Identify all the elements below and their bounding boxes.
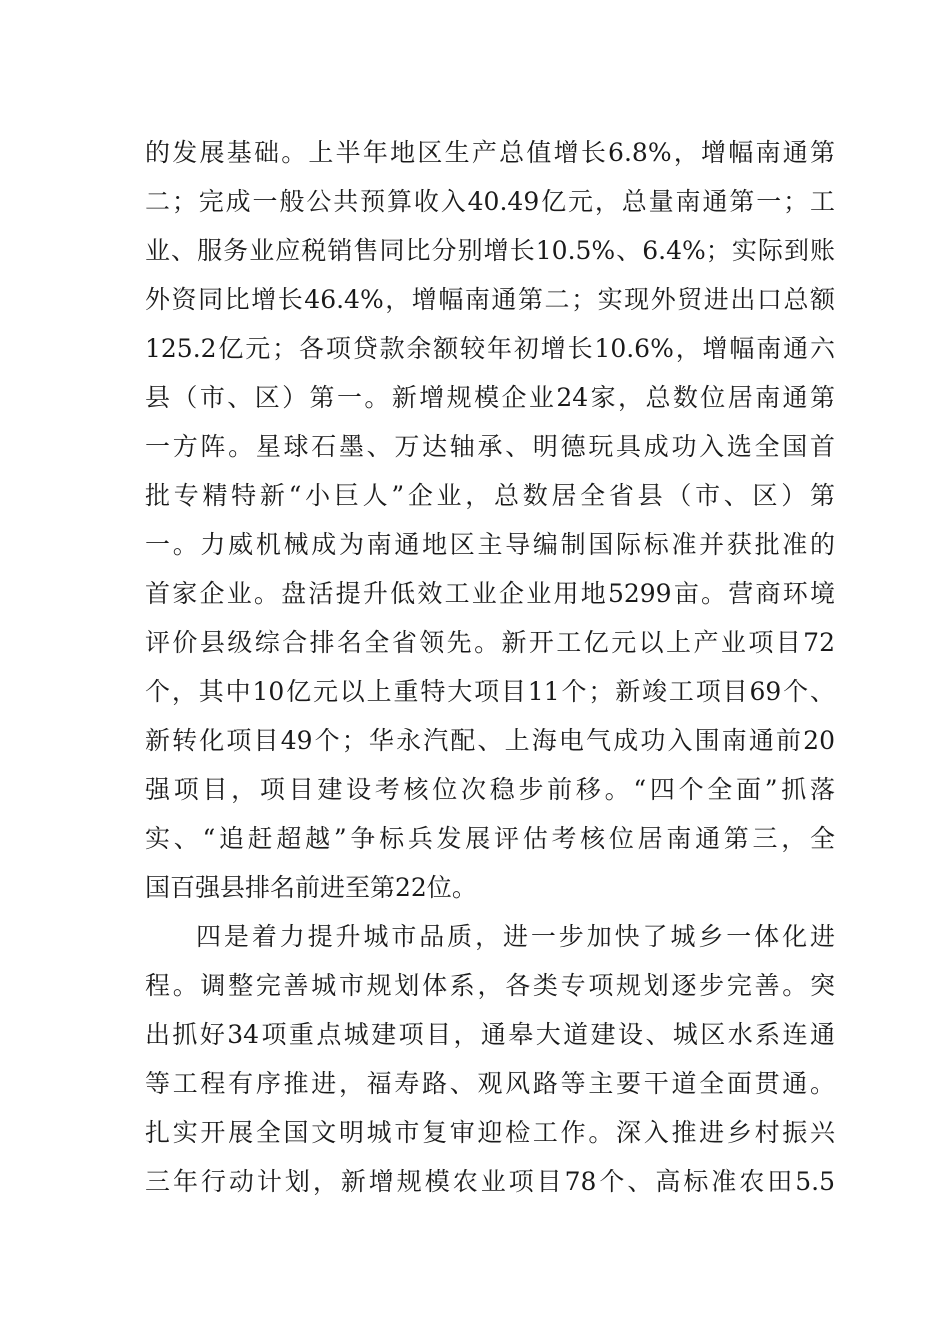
text-line: 批专精特新“小巨人”企业，总数居全省县（市、区）第 — [145, 481, 835, 510]
text-line: 程。调整完善城市规划体系，各类专项规划逐步完善。突 — [145, 971, 835, 1000]
text-line: 一方阵。星球石墨、万达轴承、明德玩具成功入选全国首 — [145, 432, 835, 461]
text-line: 个，其中10亿元以上重特大项目11个；新竣工项目69个、 — [145, 677, 835, 706]
text-line: 的发展基础。上半年地区生产总值增长6.8%，增幅南通第 — [145, 138, 835, 167]
text-line: 扎实开展全国文明城市复审迎检工作。深入推进乡村振兴 — [145, 1118, 835, 1147]
text-line: 首家企业。盘活提升低效工业企业用地5299亩。营商环境 — [145, 579, 835, 608]
text-line: 业、服务业应税销售同比分别增长10.5%、6.4%；实际到账 — [145, 236, 835, 265]
text-line: 县（市、区）第一。新增规模企业24家，总数位居南通第 — [145, 383, 835, 412]
text-line: 新转化项目49个；华永汽配、上海电气成功入围南通前20 — [145, 726, 835, 755]
text-line: 等工程有序推进，福寿路、观风路等主要干道全面贯通。 — [145, 1069, 835, 1098]
text-line: 外资同比增长46.4%，增幅南通第二；实现外贸进出口总额 — [145, 285, 835, 314]
text-line: 三年行动计划，新增规模农业项目78个、高标准农田5.5 — [145, 1167, 835, 1196]
text-line: 评价县级综合排名全省领先。新开工亿元以上产业项目72 — [145, 628, 835, 657]
text-line: 国百强县排名前进至第22位。 — [145, 873, 477, 902]
text-line: 实、“追赶超越”争标兵发展评估考核位居南通第三，全 — [145, 824, 835, 853]
text-line: 出抓好34项重点城建项目，通皋大道建设、城区水系连通 — [145, 1020, 835, 1049]
paragraph-start-line: 四是着力提升城市品质，进一步加快了城乡一体化进 — [196, 922, 835, 951]
text-line: 强项目，项目建设考核位次稳步前移。“四个全面”抓落 — [145, 775, 835, 804]
text-line: 一。力威机械成为南通地区主导编制国际标准并获批准的 — [145, 530, 835, 559]
text-line: 125.2亿元；各项贷款余额较年初增长10.6%，增幅南通六 — [145, 334, 835, 363]
text-line: 二；完成一般公共预算收入40.49亿元，总量南通第一；工 — [145, 187, 835, 216]
